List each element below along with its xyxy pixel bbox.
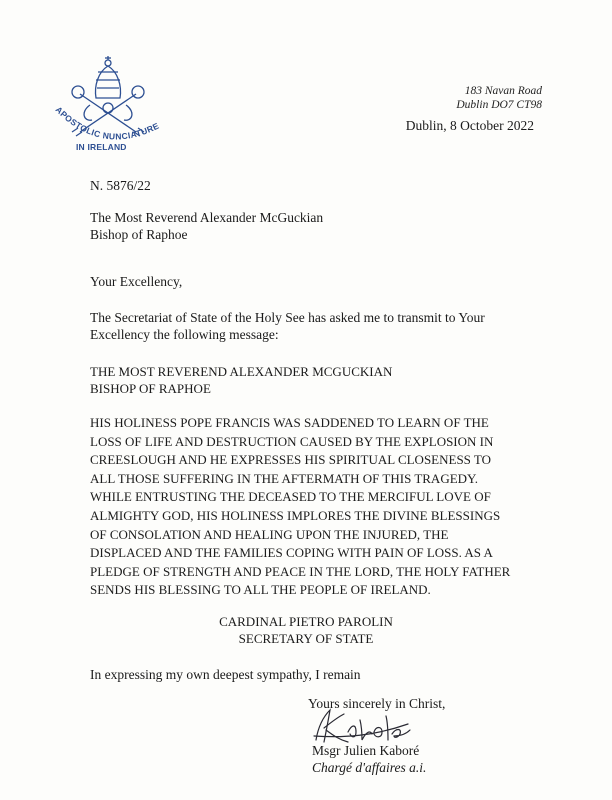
handwritten-signature bbox=[304, 702, 414, 748]
message-recipient-line-1: THE MOST REVEREND ALEXANDER MCGUCKIAN bbox=[90, 364, 393, 379]
message-line: SENDS HIS BLESSING TO ALL THE PEOPLE OF IRELAND. bbox=[90, 582, 431, 598]
address-line-1: 183 Navan Road bbox=[464, 85, 542, 97]
message-line: CREESLOUGH AND HE EXPRESSES HIS SPIRITUAL CLOSENESS TO bbox=[90, 452, 492, 468]
closing-remark: In expressing my own deepest sympathy, I remain bbox=[90, 667, 361, 682]
intro-line-2: Excellency the following message: bbox=[90, 327, 279, 342]
signatory-name: Msgr Julien Kaboré bbox=[312, 743, 420, 758]
intro-line-1: The Secretariat of State of the Holy See has asked me to transmit to Your bbox=[90, 310, 485, 325]
address-line-2: Dublin DO7 CT98 bbox=[456, 99, 542, 111]
papal-message bbox=[90, 414, 552, 600]
valediction: Yours sincerely in Christ, bbox=[308, 696, 446, 711]
nunciature-seal-logo bbox=[50, 50, 175, 155]
signatory-role: Chargé d'affaires a.i. bbox=[312, 760, 427, 775]
message-recipient-line-2: BISHOP OF RAPHOE bbox=[90, 381, 211, 396]
message-line: ALMIGHTY GOD, HIS HOLINESS IMPLORES THE DIVINE BLESSINGS bbox=[90, 507, 501, 523]
recipient-name: The Most Reverend Alexander McGuckian bbox=[90, 210, 324, 225]
message-line: DISPLACED AND THE FAMILIES COPING WITH PAIN OF LOSS. AS A bbox=[90, 545, 493, 561]
reference-number: N. 5876/22 bbox=[90, 178, 151, 193]
message-signatory-name: CARDINAL PIETRO PAROLIN bbox=[219, 614, 393, 629]
salutation: Your Excellency, bbox=[90, 274, 183, 289]
svg-text:APOSTOLIC NUNCIATURE bbox=[54, 104, 161, 141]
message-line: OF CONSOLATION AND HEALING UPON THE INJURED, THE bbox=[90, 526, 449, 542]
letterhead-subtitle: IN IRELAND bbox=[76, 142, 127, 152]
message-signatory-title: SECRETARY OF STATE bbox=[238, 631, 374, 646]
message-line: HIS HOLINESS POPE FRANCIS WAS SADDENED TO LEARN OF THE bbox=[90, 415, 489, 430]
seal-arc-text: APOSTOLIC NUNCIATURE bbox=[53, 104, 161, 142]
message-line: LOSS OF LIFE AND DESTRUCTION CAUSED BY THE EXPLOSION IN bbox=[90, 433, 494, 449]
message-line: WHILE ENTRUSTING THE DECEASED TO THE MERCIFUL LOVE OF bbox=[90, 489, 491, 505]
recipient-title: Bishop of Raphoe bbox=[90, 227, 188, 242]
place-date: Dublin, 8 October 2022 bbox=[405, 118, 534, 133]
message-line: PLEDGE OF STRENGTH AND PEACE IN THE LORD, THE HOLY FATHER bbox=[90, 563, 511, 579]
message-line: ALL THOSE SUFFERING IN THE AFTERMATH OF THIS TRAGEDY. bbox=[90, 470, 478, 486]
